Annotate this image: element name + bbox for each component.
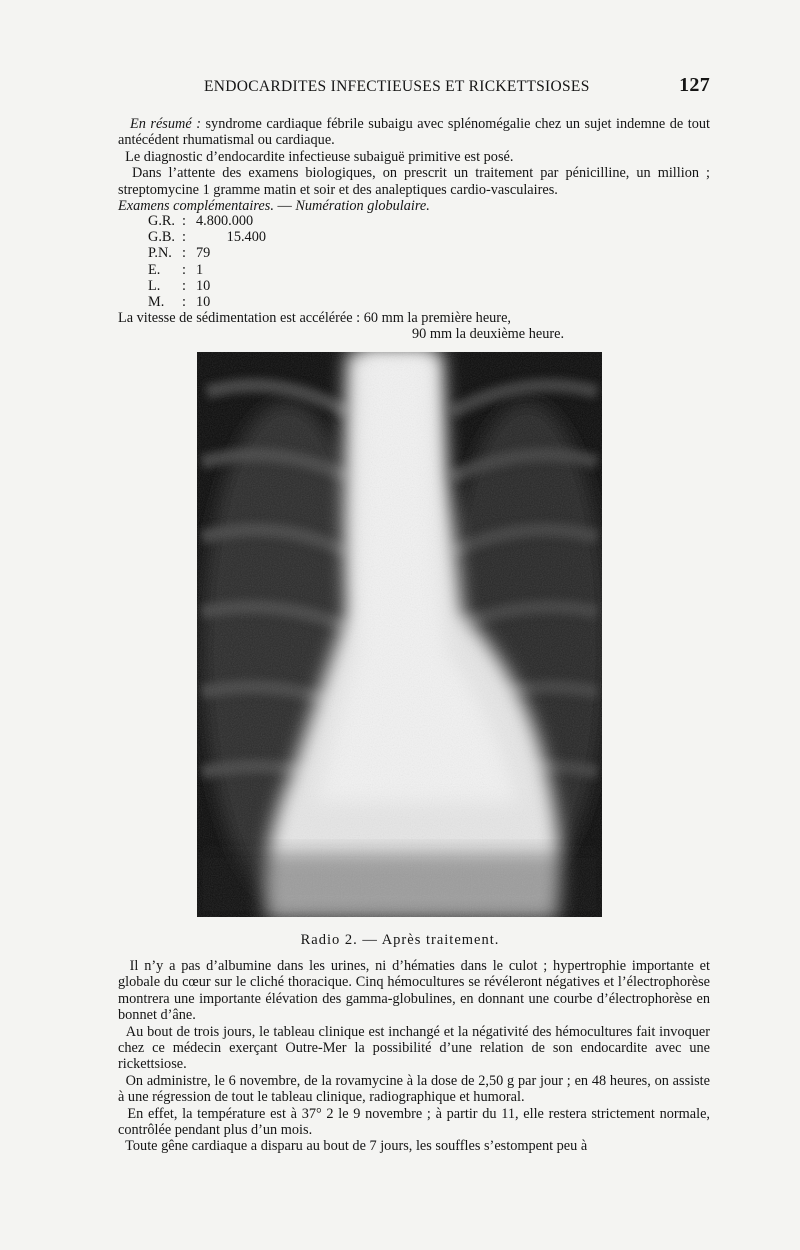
radiograph-image xyxy=(197,352,602,917)
paragraph xyxy=(118,1024,710,1073)
paragraph-text: Toute gêne cardiaque a disparu au bout de 7 jours, les souffles s’estompent peu à xyxy=(125,1138,588,1155)
count-value: 10 xyxy=(196,277,211,294)
page-number: 127 xyxy=(679,74,710,96)
blood-count-row: P.N. : 79 xyxy=(148,245,276,261)
count-value: 4.800.000 xyxy=(196,213,254,229)
count-key: M. xyxy=(148,294,165,311)
treatment-text: Dans l’attente des examens biologiques, on prescrit un traitement par pénicilline, un million ; streptomycine 1 gramme matin et soir et des analeptiques cardio-vasculaires. xyxy=(118,165,711,198)
paragraph xyxy=(118,958,710,1024)
blood-count-row: E. : 1 xyxy=(148,262,276,278)
paragraph xyxy=(118,1106,710,1139)
count-key: P.N. xyxy=(148,245,172,262)
numeration-label: Numération globulaire. xyxy=(295,198,430,215)
count-value: 10 xyxy=(196,294,211,311)
count-value: 15.400 xyxy=(226,229,266,246)
sedimentation-line-1: La vitesse de sédimentation est accélérée : 60 mm la première heure, xyxy=(118,310,511,326)
intro-section xyxy=(118,116,710,214)
paragraph-text: Il n’y a pas d’albumine dans les urines, ni d’hématies dans le culot ; hypertrophie importante et globale du cœur sur le cliché thoracique. Cinq hémocultures se révéleront négatives et l’électrophorèse montrera une importante élévation des gamma-globulines, en donnant une courbe d’électrophorèse en bonnet d’âne. xyxy=(118,958,710,1024)
clinical-course-section xyxy=(118,958,710,1155)
count-key: G.B. xyxy=(148,229,176,246)
count-value: 1 xyxy=(196,261,204,278)
count-key: E. xyxy=(148,261,161,278)
paragraph xyxy=(118,1138,710,1154)
header-title: ENDOCARDITES INFECTIEUSES ET RICKETTSIOSES xyxy=(204,78,590,95)
resume-paragraph xyxy=(118,116,710,149)
paragraph-text: On administre, le 6 novembre, de la rovamycine à la dose de 2,50 g par jour ; en 48 heures, on assiste à une régression de tout le tableau clinique, radiographique et humoral. xyxy=(118,1072,710,1106)
paragraph xyxy=(118,1073,710,1106)
exams-dash: — xyxy=(273,198,296,215)
exams-heading xyxy=(118,198,710,214)
running-header xyxy=(118,74,710,100)
sedimentation-line-2: 90 mm la deuxième heure. xyxy=(412,326,565,343)
diagnostic-text: Le diagnostic d’endocardite infectieuse subaiguë primitive est posé. xyxy=(125,148,514,165)
treatment-paragraph xyxy=(118,165,710,198)
count-key: G.R. xyxy=(148,213,176,229)
figure-caption: Radio 2. — Après traitement. xyxy=(300,932,500,948)
blood-count-row: G.R. : 4.800.000 xyxy=(148,213,276,229)
paragraph-text: Au bout de trois jours, le tableau clinique est inchangé et la négativité des hémocultures fait invoquer chez ce médecin exerçant Outre-Mer la possibilité d’une relation de son endocardite avec une rickettsiose. xyxy=(118,1023,711,1073)
sedimentation-text xyxy=(118,310,608,343)
paragraph-text: En effet, la température est à 37° 2 le 9 novembre ; à partir du 11, elle restera strictement normale, contrôlée pendant plus d’un mois. xyxy=(118,1105,710,1139)
blood-count-table xyxy=(148,213,276,310)
chest-radiograph xyxy=(197,352,602,917)
resume-label: En résumé : xyxy=(130,116,201,132)
diagnostic-paragraph xyxy=(118,149,710,165)
resume-text: syndrome cardiaque fébrile subaigu avec splénomégalie chez un sujet indemne de tout antécédent rhumatismal ou cardiaque. xyxy=(118,116,710,149)
blood-count-row: G.B. : 15.400 xyxy=(148,229,266,246)
exams-label: Examens complémentaires. xyxy=(118,198,274,215)
count-key: L. xyxy=(148,277,161,294)
blood-count-row: L. : 10 xyxy=(148,278,276,294)
count-value: 79 xyxy=(196,245,211,262)
blood-count-row: M. : 10 xyxy=(148,294,276,310)
